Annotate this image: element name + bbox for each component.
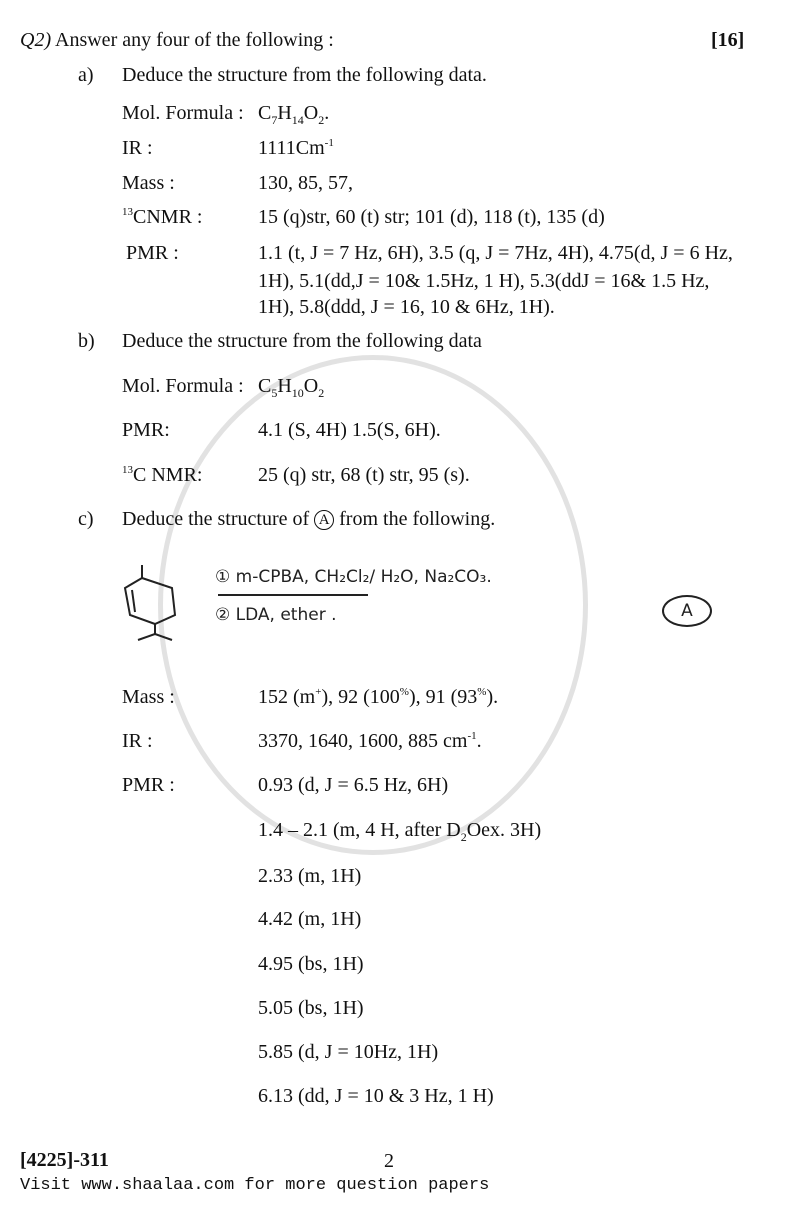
paper-code: [4225]-311 <box>20 1149 109 1171</box>
terpene-structure <box>120 560 200 642</box>
a-mol-label: Mol. Formula : <box>122 102 244 124</box>
compound-a-circled: A <box>314 510 334 530</box>
a-cnmr-label: $^{13}$CNMR : <box>122 206 203 228</box>
c-pmr-line: 6.13 (dd, J = 10 & 3 Hz, 1 H) <box>258 1085 494 1107</box>
a-ir-value: $1111Cm^{-1}$ <box>258 137 334 159</box>
question-number: Q2) <box>20 29 52 51</box>
a-mass-value: 130, 85, 57, <box>258 172 353 194</box>
a-pmr-line: 1H), 5.1(dd,J = 10& 1.5Hz, 1 H), 5.3(ddJ = 16& 1.5 Hz, <box>258 270 710 292</box>
reagent-step-2: ② LDA, ether . <box>215 605 337 625</box>
page-number: 2 <box>384 1150 394 1172</box>
b-mol-formula: $C_5H_{10}O_2$ <box>258 375 325 400</box>
c-mass-label: Mass : <box>122 686 175 708</box>
c-pmr-line: 5.05 (bs, 1H) <box>258 997 364 1019</box>
c-pmr-line: 1.4 – 2.1 (m, 4 H, after $D_2Oex$. 3H) <box>258 819 542 844</box>
a-mol-formula: $C_7H_{14}O_2$. <box>258 102 330 127</box>
c-pmr-line: 4.95 (bs, 1H) <box>258 953 364 975</box>
part-c-title: Deduce the structure of A from the following. <box>122 508 496 530</box>
a-pmr-label: PMR : <box>126 242 179 264</box>
part-a-label: a) <box>78 64 94 86</box>
c-ir-value: 3370, 1640, 1600, 885 $cm^{-1}$. <box>258 730 482 752</box>
a-pmr-line: 1.1 (t, J = 7 Hz, 6H), 3.5 (q, J = 7Hz, 4H), 4.75(d, J = 6 Hz, <box>258 242 733 264</box>
c-pmr-label: PMR : <box>122 774 175 796</box>
c-pmr-line: 4.42 (m, 1H) <box>258 908 362 930</box>
question-instruction: Answer any four of the following : <box>55 29 334 51</box>
footer-link[interactable]: Visit www.shaalaa.com for more question papers <box>20 1176 490 1195</box>
part-b-title: Deduce the structure from the following data <box>122 330 482 352</box>
a-ir-label: IR : <box>122 137 153 159</box>
c-ir-label: IR : <box>122 730 153 752</box>
part-a-title: Deduce the structure from the following data. <box>122 64 487 86</box>
c-pmr-line: 0.93 (d, J = 6.5 Hz, 6H) <box>258 774 449 796</box>
b-pmr-label: PMR: <box>122 419 170 441</box>
c-pmr-line: 5.85 (d, J = 10Hz, 1H) <box>258 1041 439 1063</box>
question-marks: [16] <box>711 29 745 51</box>
a-pmr-line: 1H), 5.8(ddd, J = 16, 10 & 6Hz, 1H). <box>258 296 555 318</box>
a-cnmr-value: 15 (q)str, 60 (t) str; 101 (d), 118 (t), 135 (d) <box>258 206 605 228</box>
part-c-label: c) <box>78 508 94 530</box>
reaction-arrow <box>218 594 368 596</box>
reagent-step-1: ① m-CPBA, CH₂Cl₂/ H₂O, Na₂CO₃. <box>215 567 492 587</box>
part-b-label: b) <box>78 330 95 352</box>
b-cnmr-value: 25 (q) str, 68 (t) str, 95 (s). <box>258 464 470 486</box>
c-mass-value: 152 (m+), 92 (100%), 91 (93%). <box>258 686 499 708</box>
b-mol-label: Mol. Formula : <box>122 375 244 397</box>
c-pmr-line: 2.33 (m, 1H) <box>258 865 362 887</box>
a-mass-label: Mass : <box>122 172 175 194</box>
question-header <box>20 29 334 51</box>
b-cnmr-label: $^{13}$C NMR: <box>122 464 203 486</box>
b-pmr-value: 4.1 (S, 4H) 1.5(S, 6H). <box>258 419 441 441</box>
product-a-circled: A <box>662 595 712 627</box>
